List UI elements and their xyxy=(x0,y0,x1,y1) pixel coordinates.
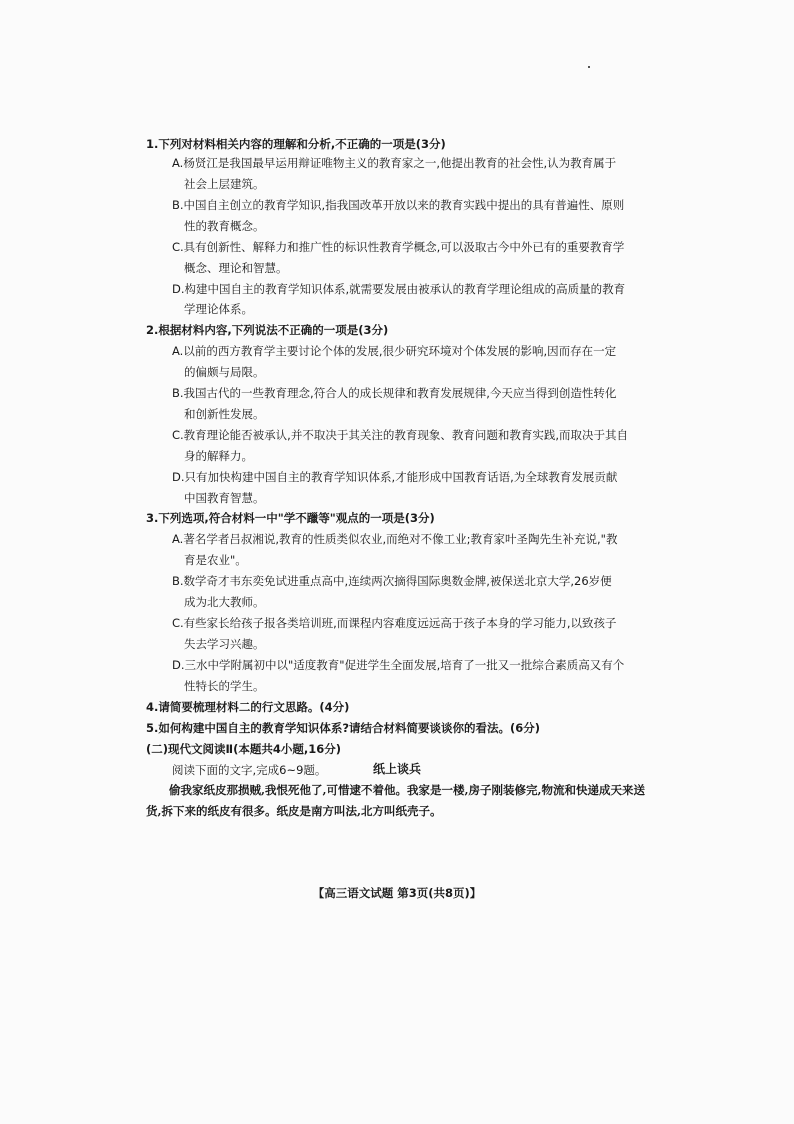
question-2-stem: 2.根据材料内容,下列说法不正确的一项是(3分) xyxy=(146,323,389,337)
question-1-option-d: D.构建中国自主的教育学知识体系,就需要发展由被承认的教育学理论组成的高质量的教育 xyxy=(172,282,626,296)
question-4: 4.请简要梳理材料二的行文思路。(4分) xyxy=(146,700,350,714)
story-title: 纸上谈兵 xyxy=(372,762,421,776)
question-2-option-d: D.只有加快构建中国自主的教育学知识体系,才能形成中国教育话语,为全球教育发展贡献 xyxy=(172,470,618,484)
question-1-option-a: A.杨贤江是我国最早运用辩证唯物主义的教育家之一,他提出教育的社会性,认为教育属于 xyxy=(172,156,617,170)
question-3-option-d: D.三水中学附属初中以"适度教育"促进学生全面发展,培育了一批又一批综合素质高又有个 xyxy=(172,658,625,672)
question-1-option-d-cont: 学理论体系。 xyxy=(184,302,253,316)
question-3-stem: 3.下列选项,符合材料一中"学不躐等"观点的一项是(3分) xyxy=(146,511,435,525)
question-2-option-c: C.教育理论能否被承认,并不取决于其关注的教育现象、教育问题和教育实践,而取决于其自 xyxy=(172,428,628,442)
question-3-option-c: C.有些家长给孩子报各类培训班,而课程内容难度远远高于孩子本身的学习能力,以致孩子 xyxy=(172,616,617,630)
reading-instruction: 阅读下面的文字,完成6~9题。 xyxy=(172,763,327,777)
question-1-option-c: C.具有创新性、解释力和推广性的标识性教育学概念,可以汲取古今中外已有的重要教育学 xyxy=(172,240,625,254)
question-3-option-a: A.著名学者吕叔湘说,教育的性质类似农业,而绝对不像工业;教育家叶圣陶先生补充说,"教 xyxy=(172,532,618,546)
scan-speck xyxy=(588,66,590,68)
question-1-option-c-cont: 概念、理论和智慧。 xyxy=(184,261,288,275)
section-2-heading: (二)现代文阅读Ⅱ(本题共4小题,16分) xyxy=(146,742,341,756)
question-3-option-c-cont: 失去学习兴趣。 xyxy=(184,637,265,651)
question-1-option-a-cont: 社会上层建筑。 xyxy=(184,177,265,191)
question-3-option-a-cont: 育是农业"。 xyxy=(184,553,247,567)
question-2-option-c-cont: 身的解释力。 xyxy=(184,449,253,463)
question-2-option-a: A.以前的西方教育学主要讨论个体的发展,很少研究环境对个体发展的影响,因而存在一定 xyxy=(172,344,617,358)
question-2-option-a-cont: 的偏颇与局限。 xyxy=(184,365,265,379)
question-3-option-b: B.数学奇才韦东奕免试进重点高中,连续两次摘得国际奥数金牌,被保送北京大学,26岁便 xyxy=(172,574,612,588)
question-5: 5.如何构建中国自主的教育学知识体系?请结合材料简要谈谈你的看法。(6分) xyxy=(146,721,541,735)
question-2-option-b: B.我国古代的一些教育理念,符合人的成长规律和教育发展规律,今天应当得到创造性转化 xyxy=(172,386,617,400)
question-1-stem: 1.下列对材料相关内容的理解和分析,不正确的一项是(3分) xyxy=(146,137,446,151)
question-3-option-b-cont: 成为北大教师。 xyxy=(184,595,265,609)
question-1-option-b-cont: 性的教育概念。 xyxy=(184,219,265,233)
question-3-option-d-cont: 性特长的学生。 xyxy=(184,679,265,693)
question-2-option-d-cont: 中国教育智慧。 xyxy=(184,491,265,505)
page-footer: 【高三语文试题 第3页(共8页)】 xyxy=(312,886,482,900)
question-1-option-b: B.中国自主创立的教育学知识,指我国改革开放以来的教育实践中提出的具有普遍性、原则 xyxy=(172,198,625,212)
question-2-option-b-cont: 和创新性发展。 xyxy=(184,407,265,421)
story-paragraph-1: 偷我家纸皮那损贼,我恨死他了,可惜逮不着他。我家是一楼,房子刚装修完,物流和快递成天来送货,拆下来的纸皮有很多。纸皮是南方叫法,北方叫纸壳子。 xyxy=(146,783,646,818)
